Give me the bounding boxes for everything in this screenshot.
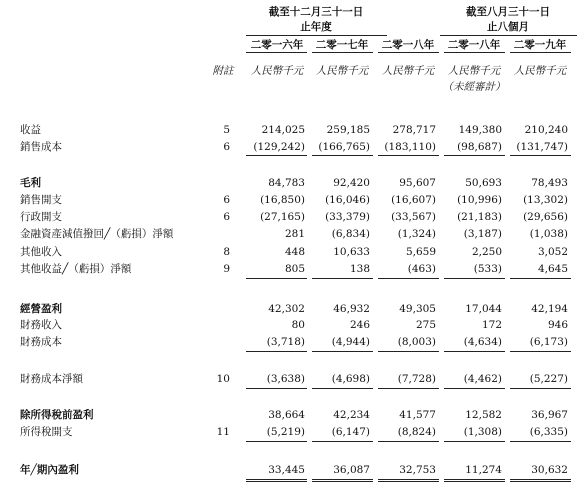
cell-value: (29,656) [523,211,568,223]
row-label-revenue: 收益 [20,124,41,136]
row-label-finance-income: 財務收入 [20,319,62,331]
header-year-col-5: 二零一九年 [513,39,567,51]
cell-value: (16,607) [391,194,436,206]
cell-value: 210,240 [524,124,568,136]
double-rule [246,479,307,482]
cell-value: (21,183) [457,211,502,223]
rule [312,388,373,389]
cell-value: (166,765) [318,141,370,153]
header-note-col: 附註 [212,65,234,77]
row-label-other-gains: 其他收益╱（虧損）淨額 [20,263,132,275]
row-note-income-tax: 11 [216,426,230,438]
cell-value: (4,944) [331,336,370,348]
row-note-finance-costs-net: 10 [216,373,230,385]
rule [444,155,505,156]
header-unit-col-3: 人民幣千元 [381,65,435,77]
header-period-group-2: 截至八月三十一日 [466,6,550,18]
cell-value: 50,693 [465,177,502,189]
cell-value: (183,110) [384,141,436,153]
year-underline-5 [510,52,571,53]
cell-value: 95,607 [399,177,436,189]
row-label-finance-costs: 財務成本 [20,336,62,348]
rule [510,388,571,389]
cell-value: 36,967 [531,409,568,421]
row-label-finance-costs-net: 財務成本淨額 [20,373,83,385]
rule [378,351,439,352]
cell-value: (13,302) [523,194,568,206]
rule [378,388,439,389]
row-label-profit-before-tax: 除所得稅前盈利 [20,409,94,421]
cell-value: 4,645 [537,263,568,275]
header-unit-col-4: 人民幣千元 [447,65,501,77]
cell-value: 5,659 [405,246,436,258]
header-unit-col-1: 人民幣千元 [250,65,304,77]
cell-value: 38,664 [268,409,305,421]
cell-value: (129,242) [253,141,305,153]
cell-value: (10,996) [457,194,502,206]
cell-value: 49,305 [399,303,436,315]
cell-value: (27,165) [260,211,305,223]
header-year-col-1: 二零一六年 [250,39,304,51]
row-label-cost-of-sales: 銷售成本 [20,141,62,153]
cell-value: (16,046) [325,194,370,206]
cell-value: 281 [284,228,305,240]
row-note-admin-expenses: 6 [223,211,230,223]
rule [510,351,571,352]
cell-value: 41,577 [399,409,436,421]
header-underline-2 [440,35,577,36]
row-label-admin-expenses: 行政開支 [20,211,62,223]
double-rule [312,479,373,482]
cell-value: (4,698) [331,373,370,385]
rule [378,441,439,442]
cell-value: 2,250 [471,246,502,258]
cell-value: (4,462) [463,373,502,385]
rule [246,351,307,352]
cell-value: (463) [407,263,436,275]
header-period-group-1: 截至十二月三十一日 [268,6,364,18]
header-period-group-1-sub: 止年度 [300,21,332,33]
cell-value: (1,324) [397,228,436,240]
row-label-gross-profit: 毛利 [20,177,41,189]
row-label-profit-for-period: 年╱期內盈利 [20,464,79,476]
rule [312,278,373,279]
rule [246,388,307,389]
header-underline-1 [246,35,387,36]
cell-value: 10,633 [333,246,370,258]
cell-value: 78,493 [531,177,568,189]
cell-value: 3,052 [537,246,568,258]
cell-value: (7,728) [397,373,436,385]
rule [246,155,307,156]
cell-value: 80 [291,319,305,331]
cell-value: 275 [415,319,436,331]
row-note-cost-of-sales: 6 [223,141,230,153]
rule [312,351,373,352]
double-rule [378,479,439,482]
header-period-group-2-sub: 止八個月 [487,21,529,33]
cell-value: 214,025 [261,124,305,136]
cell-value: (1,038) [529,228,568,240]
year-underline-1 [246,52,307,53]
header-year-col-3: 二零一八年 [381,39,435,51]
cell-value: (16,850) [260,194,305,206]
rule [444,388,505,389]
cell-value: 259,185 [326,124,370,136]
cell-value: 46,932 [333,303,370,315]
header-unaudited: （未經審計） [442,81,506,93]
cell-value: 30,632 [531,464,568,476]
year-underline-3 [378,52,439,53]
cell-value: (8,003) [397,336,436,348]
cell-value: (6,147) [331,426,370,438]
row-label-income-tax: 所得稅開支 [20,426,73,438]
cell-value: 33,445 [268,464,305,476]
row-note-selling-expenses: 6 [223,194,230,206]
row-label-operating-profit: 經營盈利 [20,303,62,315]
year-underline-2 [312,52,373,53]
cell-value: 92,420 [333,177,370,189]
cell-value: (33,567) [391,211,436,223]
cell-value: (8,824) [397,426,436,438]
rule [246,278,307,279]
cell-value: (3,718) [266,336,305,348]
rule [378,155,439,156]
cell-value: (6,834) [331,228,370,240]
header-year-col-4: 二零一八年 [447,39,501,51]
cell-value: (4,634) [463,336,502,348]
cell-value: (3,638) [266,373,305,385]
rule [510,441,571,442]
header-unit-col-2: 人民幣千元 [315,65,369,77]
cell-value: 946 [547,319,568,331]
cell-value: (33,379) [325,211,370,223]
cell-value: (6,335) [529,426,568,438]
cell-value: 138 [349,263,370,275]
row-label-impairment: 金融資產減值撥回╱（虧損）淨額 [20,228,174,240]
rule [378,278,439,279]
cell-value: 42,302 [268,303,305,315]
cell-value: 246 [349,319,370,331]
cell-value: (5,227) [529,373,568,385]
cell-value: (98,687) [457,141,502,153]
cell-value: 11,274 [465,464,502,476]
rule [246,441,307,442]
row-note-revenue: 5 [223,124,230,136]
year-underline-4 [444,52,505,53]
cell-value: 84,783 [268,177,305,189]
cell-value: 448 [284,246,305,258]
rule [444,278,505,279]
cell-value: 36,087 [333,464,370,476]
cell-value: 805 [284,263,305,275]
cell-value: (3,187) [463,228,502,240]
cell-value: 278,717 [392,124,436,136]
header-year-col-2: 二零一七年 [315,39,369,51]
cell-value: 172 [481,319,502,331]
cell-value: 32,753 [399,464,436,476]
cell-value: (131,747) [516,141,568,153]
row-note-other-income: 8 [223,246,230,258]
cell-value: (533) [473,263,502,275]
cell-value: (1,308) [463,426,502,438]
rule [312,441,373,442]
rule [444,441,505,442]
header-unit-col-5: 人民幣千元 [513,65,567,77]
double-rule [444,479,505,482]
rule [444,351,505,352]
rule [312,155,373,156]
rule [510,155,571,156]
cell-value: 149,380 [458,124,502,136]
cell-value: 42,194 [531,303,568,315]
rule [510,278,571,279]
cell-value: 12,582 [465,409,502,421]
row-label-other-income: 其他收入 [20,246,62,258]
cell-value: (6,173) [529,336,568,348]
double-rule [510,479,571,482]
cell-value: (5,219) [266,426,305,438]
row-label-selling-expenses: 銷售開支 [20,194,62,206]
cell-value: 42,234 [333,409,370,421]
row-note-other-gains: 9 [223,263,230,275]
cell-value: 17,044 [465,303,502,315]
